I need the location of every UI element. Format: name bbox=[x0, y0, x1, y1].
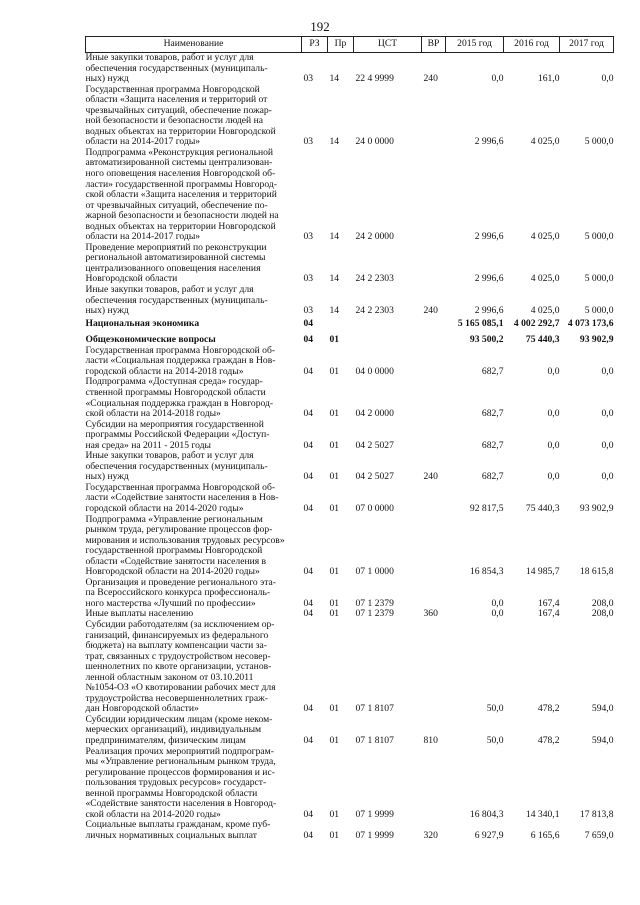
row-name-cell bbox=[86, 243, 302, 285]
vr-cell: 360 bbox=[423, 608, 438, 620]
row-name-line: ской области «Защита населения и территорий bbox=[85, 189, 277, 201]
column-header-2016: 2016 год bbox=[504, 37, 560, 53]
row-name-cell bbox=[86, 620, 302, 715]
pr-cell: 01 bbox=[329, 502, 340, 514]
row-name-cell bbox=[86, 377, 302, 419]
pr-cell: 14 bbox=[329, 305, 340, 317]
row-name-cell bbox=[86, 578, 302, 610]
pr-cell: 14 bbox=[329, 136, 340, 148]
table-row bbox=[86, 747, 614, 821]
row-name-cell bbox=[86, 148, 302, 243]
table-row bbox=[86, 377, 614, 419]
rz-cell: 04 bbox=[303, 735, 314, 746]
value-2015-cell: 682,7 bbox=[481, 471, 504, 483]
pr-cell bbox=[328, 317, 354, 330]
vr-cell: 240 bbox=[423, 471, 438, 483]
value-2017-cell: 4 073 173,6 bbox=[567, 317, 614, 329]
row-name-cell bbox=[86, 420, 302, 452]
row-name-line: трудоустройства несовершеннолетних граж- bbox=[85, 692, 268, 704]
rz-cell: 03 bbox=[303, 273, 314, 285]
value-2016-cell: 4 025,0 bbox=[530, 305, 560, 317]
row-name-line: обеспечения государственных (муниципаль- bbox=[85, 460, 268, 472]
row-name-cell bbox=[86, 820, 302, 841]
row-name-line: Общеэкономические вопросы bbox=[85, 334, 216, 346]
cst-cell: 22 4 9999 bbox=[355, 73, 394, 85]
cst-cell: 04 2 5027 bbox=[355, 471, 394, 483]
row-name-line: ской области на 2014-2018 годы» bbox=[85, 408, 221, 420]
row-name-line: ласти «Содействие занятости населения в Нов- bbox=[85, 492, 279, 504]
table-header bbox=[86, 37, 614, 53]
row-name-line: Государственная программа Новгородской bbox=[85, 83, 260, 95]
table-row bbox=[86, 483, 614, 515]
table-row bbox=[86, 346, 614, 378]
vr-cell bbox=[422, 620, 446, 715]
cst-cell: 24 2 2303 bbox=[355, 273, 394, 285]
cst-cell: 07 1 0000 bbox=[355, 566, 394, 578]
value-2016-cell: 4 025,0 bbox=[530, 231, 560, 243]
row-name-line: предпринимателям, физическим лицам bbox=[85, 735, 246, 746]
cst-cell: 07 1 8107 bbox=[355, 703, 394, 715]
value-2017-cell: 208,0 bbox=[591, 608, 614, 620]
row-name-line: области на 2014-2017 годы» bbox=[85, 136, 201, 148]
row-name-line: бюджета) на выплату компенсации части за- bbox=[85, 640, 267, 652]
rz-cell: 03 bbox=[303, 73, 314, 85]
value-2016-cell: 167,4 bbox=[537, 597, 560, 609]
row-name-line: ных) нужд bbox=[85, 471, 129, 483]
row-name-line: Государственная программа Новгородской об- bbox=[85, 344, 276, 356]
rz-cell: 03 bbox=[303, 231, 314, 243]
row-name-line: па Всероссийского конкурса профессиональ- bbox=[85, 587, 271, 599]
vr-cell bbox=[422, 483, 446, 515]
row-name-line: региональной автоматизированной системы bbox=[85, 252, 266, 264]
vr-cell bbox=[422, 377, 446, 419]
row-name-line: Подпрограмма «Доступная среда» государ- bbox=[85, 376, 263, 388]
row-name-line: Субсидии юридическим лицам (кроме неком- bbox=[85, 713, 273, 725]
value-2015-cell: 2 996,6 bbox=[474, 231, 504, 243]
cst-cell: 24 0 0000 bbox=[355, 136, 394, 148]
row-name-line: венной программы Новгородской области bbox=[85, 787, 258, 799]
value-2017-cell: 93 902,9 bbox=[579, 502, 614, 514]
value-2016-cell: 161,0 bbox=[537, 73, 560, 85]
row-name-cell bbox=[86, 285, 302, 317]
row-name-cell bbox=[86, 483, 302, 515]
vr-cell bbox=[422, 317, 446, 330]
table-row bbox=[86, 715, 614, 747]
cst-cell: 24 2 2303 bbox=[355, 305, 394, 317]
column-header-cst: ЦСТ bbox=[354, 37, 422, 53]
table-row bbox=[86, 578, 614, 610]
cst-cell: 07 1 2379 bbox=[355, 597, 394, 609]
row-name-line: водных объектах на территории Новгородской bbox=[85, 125, 276, 137]
row-name-line: Иные закупки товаров, работ и услуг для bbox=[85, 450, 254, 462]
value-2017-cell: 5 000,0 bbox=[584, 305, 614, 317]
cst-cell: 04 2 0000 bbox=[355, 408, 394, 420]
row-name-line: области «Защита населения и территорий от bbox=[85, 94, 268, 106]
table-row bbox=[86, 620, 614, 715]
row-name-line: ласти» государственной программы Новгород- bbox=[85, 178, 277, 190]
table-row bbox=[86, 820, 614, 841]
pr-cell: 01 bbox=[329, 829, 340, 841]
cst-cell: 07 1 8107 bbox=[355, 735, 394, 746]
cst-cell: 07 1 2379 bbox=[355, 608, 394, 620]
pr-cell: 01 bbox=[329, 365, 340, 377]
value-2016-cell: 14 340,1 bbox=[525, 808, 560, 820]
value-2015-cell: 2 996,6 bbox=[474, 305, 504, 317]
row-name-line: №1054-ОЗ «О квотировании рабочих мест для bbox=[85, 682, 276, 694]
row-name-cell bbox=[86, 317, 302, 330]
value-2016-cell: 75 440,3 bbox=[525, 502, 560, 514]
row-name-line: Проведение мероприятий по реконструкции bbox=[85, 241, 267, 253]
row-name-cell bbox=[86, 346, 302, 378]
row-name-line: мерческих организаций), индивидуальным bbox=[85, 724, 262, 736]
row-name-line: Социальные выплаты гражданам, кроме пуб- bbox=[85, 819, 271, 831]
pr-cell: 14 bbox=[329, 273, 340, 285]
pr-cell: 01 bbox=[329, 808, 340, 820]
value-2015-cell: 682,7 bbox=[481, 439, 504, 451]
row-name-cell bbox=[86, 329, 302, 346]
value-2017-cell: 5 000,0 bbox=[584, 136, 614, 148]
value-2017-cell: 93 902,9 bbox=[579, 334, 614, 346]
row-name-line: пользования трудовых ресурсов» государст- bbox=[85, 777, 267, 789]
vr-cell bbox=[422, 578, 446, 610]
cst-cell: 07 1 9999 bbox=[355, 829, 394, 841]
value-2015-cell: 0,0 bbox=[491, 73, 504, 85]
column-header-vr: ВР bbox=[422, 37, 446, 53]
vr-cell bbox=[422, 346, 446, 378]
page-number: 192 bbox=[310, 19, 330, 34]
rz-cell: 03 bbox=[303, 305, 314, 317]
row-name-line: централизованного оповещения населения bbox=[85, 262, 261, 274]
row-name-cell bbox=[86, 451, 302, 483]
row-name-line: ного оповещения населения Новгородской об- bbox=[85, 168, 276, 180]
value-2017-cell: 594,0 bbox=[591, 735, 614, 746]
table-row bbox=[86, 148, 614, 243]
value-2015-cell: 93 500,2 bbox=[469, 334, 504, 346]
value-2015-cell: 16 854,3 bbox=[469, 566, 504, 578]
vr-cell bbox=[422, 85, 446, 148]
row-name-line: дан Новгородской области» bbox=[85, 703, 199, 715]
row-name-line: чрезвычайных ситуаций, обеспечение пожар- bbox=[85, 104, 272, 116]
row-name-line: обеспечения государственных (муниципаль- bbox=[85, 294, 268, 306]
row-name-line: области «Содействие занятости населения в bbox=[85, 555, 267, 567]
pr-cell: 01 bbox=[329, 471, 340, 483]
table-row bbox=[86, 285, 614, 317]
value-2016-cell: 4 025,0 bbox=[530, 136, 560, 148]
value-2016-cell: 0,0 bbox=[547, 408, 560, 420]
vr-cell bbox=[422, 420, 446, 452]
row-name-line: Субсидии на мероприятия государственной bbox=[85, 418, 264, 430]
row-name-line: городской области на 2014-2020 годы» bbox=[85, 502, 244, 514]
row-name-line: трат, связанных с трудоустройством несовер- bbox=[85, 650, 271, 662]
vr-cell bbox=[422, 515, 446, 578]
pr-cell: 14 bbox=[329, 73, 340, 85]
budget-table bbox=[85, 36, 614, 841]
row-name-line: ных) нужд bbox=[85, 305, 129, 317]
value-2015-cell: 0,0 bbox=[491, 608, 504, 620]
row-name-line: Реализация прочих мероприятий подпрограм- bbox=[85, 745, 274, 757]
value-2017-cell: 0,0 bbox=[601, 365, 614, 377]
row-name-cell bbox=[86, 53, 302, 85]
rz-cell: 04 bbox=[303, 439, 314, 451]
value-2017-cell: 0,0 bbox=[601, 408, 614, 420]
row-name-line: ганизаций, финансируемых из федерального bbox=[85, 629, 269, 641]
pr-cell: 01 bbox=[329, 566, 340, 578]
table-row bbox=[86, 243, 614, 285]
row-name-line: Иные закупки товаров, работ и услуг для bbox=[85, 52, 254, 63]
value-2016-cell: 167,4 bbox=[537, 608, 560, 620]
table-row bbox=[86, 85, 614, 148]
cst-cell: 04 0 0000 bbox=[355, 365, 394, 377]
value-2016-cell: 0,0 bbox=[547, 471, 560, 483]
rz-cell: 04 bbox=[303, 703, 314, 715]
column-header-pr: Пр bbox=[328, 37, 354, 53]
row-name-line: ная среда» на 2011 - 2015 годы bbox=[85, 439, 211, 451]
table-row bbox=[86, 451, 614, 483]
value-2017-cell: 7 659,0 bbox=[584, 829, 614, 841]
value-2016-cell: 478,2 bbox=[537, 703, 560, 715]
cst-cell: 07 0 0000 bbox=[355, 502, 394, 514]
row-name-line: «Содействие занятости населения в Новгород- bbox=[85, 798, 277, 810]
row-name-line: ной безопасности и безопасности людей на bbox=[85, 115, 263, 127]
row-name-line: мирования и использования трудовых ресурсов» bbox=[85, 534, 285, 546]
row-name-cell bbox=[86, 515, 302, 578]
vr-cell bbox=[422, 243, 446, 285]
row-name-line: регулирование процессов формирования и ис- bbox=[85, 766, 275, 778]
pr-cell: 14 bbox=[329, 231, 340, 243]
value-2015-cell: 0,0 bbox=[491, 597, 504, 609]
value-2017-cell: 18 615,8 bbox=[579, 566, 614, 578]
vr-cell: 240 bbox=[423, 73, 438, 85]
row-name-line: «Социальная поддержка граждан в Новгород- bbox=[85, 397, 274, 409]
rz-cell: 04 bbox=[303, 471, 314, 483]
row-name-line: Новгородской области на 2014-2020 годы» bbox=[85, 566, 260, 578]
vr-cell: 320 bbox=[423, 829, 438, 841]
value-2017-cell: 5 000,0 bbox=[584, 273, 614, 285]
pr-cell: 01 bbox=[329, 703, 340, 715]
value-2015-cell: 16 804,3 bbox=[469, 808, 504, 820]
row-name-line: Организация и проведение регионального эта- bbox=[85, 576, 277, 588]
row-name-line: ных) нужд bbox=[85, 73, 129, 85]
value-2016-cell: 6 165,6 bbox=[530, 829, 560, 841]
rz-cell: 04 bbox=[303, 365, 314, 377]
row-name-line: ласти «Социальная поддержка граждан в Нов- bbox=[85, 355, 276, 367]
value-2016-cell: 0,0 bbox=[547, 439, 560, 451]
value-2017-cell: 208,0 bbox=[591, 597, 614, 609]
table-row bbox=[86, 317, 614, 330]
column-header-name: Наименование bbox=[86, 37, 302, 53]
value-2016-cell: 14 985,7 bbox=[525, 566, 560, 578]
pr-cell: 01 bbox=[329, 608, 340, 620]
row-name-line: шеннолетних по квоте организации, установ- bbox=[85, 661, 272, 673]
vr-cell: 240 bbox=[423, 305, 438, 317]
row-name-line: Иные закупки товаров, работ и услуг для bbox=[85, 284, 254, 296]
vr-cell bbox=[422, 329, 446, 346]
row-name-line: государственной программы Новгородской bbox=[85, 545, 263, 557]
row-name-line: жарной безопасности и безопасности людей на bbox=[85, 210, 279, 222]
row-name-line: Новгородской области bbox=[85, 273, 178, 285]
cst-cell: 07 1 9999 bbox=[355, 808, 394, 820]
row-name-line: Подпрограмма «Реконструкция региональной bbox=[85, 146, 274, 158]
value-2015-cell: 50,0 bbox=[486, 703, 504, 715]
value-2017-cell: 0,0 bbox=[601, 73, 614, 85]
row-name-line: области на 2014-2017 годы» bbox=[85, 231, 201, 243]
cst-cell bbox=[354, 317, 422, 330]
row-name-line: Подпрограмма «Управление региональным bbox=[85, 513, 263, 525]
value-2017-cell: 594,0 bbox=[591, 703, 614, 715]
table-row bbox=[86, 329, 614, 346]
column-header-2015: 2015 год bbox=[446, 37, 504, 53]
value-2015-cell: 92 817,5 bbox=[469, 502, 504, 514]
row-name-line: ленной областным законом от 03.10.2011 bbox=[85, 671, 254, 683]
value-2016-cell: 0,0 bbox=[547, 365, 560, 377]
vr-cell bbox=[422, 747, 446, 821]
row-name-line: от чрезвычайных ситуаций, обеспечение по- bbox=[85, 199, 268, 211]
table-row bbox=[86, 420, 614, 452]
row-name-line: обеспечения государственных (муниципаль- bbox=[85, 62, 268, 74]
row-name-line: Государственная программа Новгородской об- bbox=[85, 481, 276, 493]
table-row bbox=[86, 53, 614, 85]
value-2017-cell: 0,0 bbox=[601, 471, 614, 483]
value-2016-cell: 75 440,3 bbox=[525, 334, 560, 346]
table-row bbox=[86, 515, 614, 578]
value-2016-cell: 4 025,0 bbox=[530, 273, 560, 285]
column-header-rz: РЗ bbox=[302, 37, 328, 53]
value-2017-cell: 5 000,0 bbox=[584, 231, 614, 243]
rz-cell: 03 bbox=[303, 136, 314, 148]
row-name-line: Субсидии работодателям (за исключением ор- bbox=[85, 618, 275, 630]
row-name-line: водных объектах на территории Новгородской bbox=[85, 220, 276, 232]
column-header-2017: 2017 год bbox=[560, 37, 614, 53]
pr-cell: 01 bbox=[329, 735, 340, 746]
rz-cell: 04 bbox=[303, 608, 314, 620]
pr-cell: 01 bbox=[329, 334, 340, 346]
table-body bbox=[86, 53, 614, 842]
value-2015-cell: 682,7 bbox=[481, 365, 504, 377]
value-2015-cell: 5 165 085,1 bbox=[457, 317, 504, 329]
rz-cell: 04 bbox=[303, 334, 314, 346]
value-2017-cell: 17 813,8 bbox=[579, 808, 614, 820]
rz-cell: 04 bbox=[303, 829, 314, 841]
rz-cell: 04 bbox=[303, 808, 314, 820]
rz-cell: 04 bbox=[303, 317, 314, 329]
row-name-line: автоматизированной системы централизован- bbox=[85, 157, 273, 169]
row-name-line: программы Российской Федерации «Доступ- bbox=[85, 429, 270, 441]
cst-cell: 04 2 5027 bbox=[355, 439, 394, 451]
rz-cell: 04 bbox=[303, 566, 314, 578]
value-2015-cell: 6 927,9 bbox=[474, 829, 504, 841]
pr-cell: 01 bbox=[329, 439, 340, 451]
value-2015-cell: 2 996,6 bbox=[474, 136, 504, 148]
value-2015-cell: 50,0 bbox=[486, 735, 504, 746]
row-name-line: Национальная экономика bbox=[85, 317, 200, 329]
vr-cell bbox=[422, 148, 446, 243]
row-name-line: мы «Управление региональным рынком труда, bbox=[85, 756, 276, 768]
rz-cell: 04 bbox=[303, 408, 314, 420]
row-name-line: рынком труда, регулирование процессов фор- bbox=[85, 524, 273, 536]
pr-cell: 01 bbox=[329, 597, 340, 609]
cst-cell: 24 2 0000 bbox=[355, 231, 394, 243]
row-name-cell bbox=[86, 747, 302, 821]
rz-cell: 04 bbox=[303, 597, 314, 609]
cst-cell bbox=[354, 329, 422, 346]
row-name-line: городской области на 2014-2018 годы» bbox=[85, 365, 244, 377]
row-name-line: ской области на 2014-2020 годы» bbox=[85, 808, 221, 820]
row-name-cell bbox=[86, 85, 302, 148]
value-2016-cell: 4 002 292,7 bbox=[513, 317, 560, 329]
rz-cell: 04 bbox=[303, 502, 314, 514]
value-2017-cell: 0,0 bbox=[601, 439, 614, 451]
value-2016-cell: 478,2 bbox=[537, 735, 560, 746]
row-name-line: личных нормативных социальных выплат bbox=[85, 829, 257, 841]
value-2015-cell: 682,7 bbox=[481, 408, 504, 420]
value-2015-cell: 2 996,6 bbox=[474, 273, 504, 285]
row-name-line: ственной программы Новгородской области bbox=[85, 386, 266, 398]
row-name-line: Иные выплаты населению bbox=[85, 608, 194, 620]
vr-cell: 810 bbox=[423, 735, 438, 746]
pr-cell: 01 bbox=[329, 408, 340, 420]
row-name-line: ного мастерства «Лучший по профессии» bbox=[85, 597, 256, 609]
row-name-cell bbox=[86, 715, 302, 747]
